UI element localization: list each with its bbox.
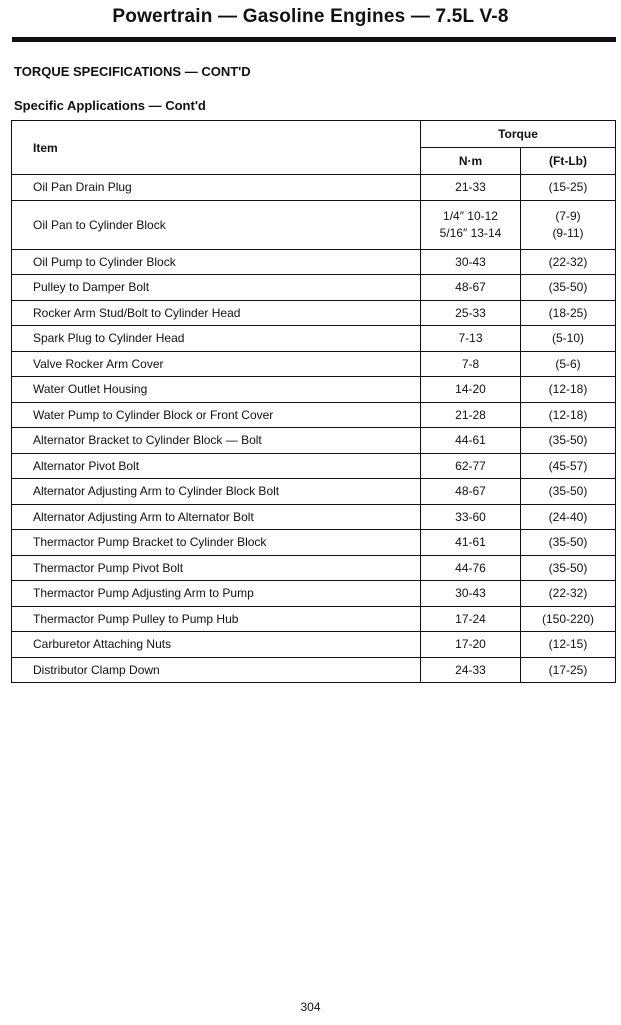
table-row [12,200,616,249]
row-nm: 62-77 [421,453,521,479]
table-row [12,275,616,301]
row-ftlb: (35-50) [521,530,616,556]
row-ftlb: (35-50) [521,428,616,454]
row-item: Water Pump to Cylinder Block or Front Cover [12,402,421,428]
page-title: Powertrain — Gasoline Engines — 7.5L V-8 [112,6,509,27]
torque-spec-table [11,120,616,683]
table-row [12,555,616,581]
table-row [12,453,616,479]
row-item: Thermactor Pump Adjusting Arm to Pump [12,581,421,607]
column-header-item: Item [12,121,421,175]
row-ftlb: (5-10) [521,326,616,352]
column-group-header-torque: Torque [421,121,616,148]
row-item: Thermactor Pump Pivot Bolt [12,555,421,581]
row-ftlb: (35-50) [521,275,616,301]
row-item: Spark Plug to Cylinder Head [12,326,421,352]
row-item: Thermactor Pump Bracket to Cylinder Block [12,530,421,556]
row-nm: 30-43 [421,249,521,275]
row-nm: 48-67 [421,479,521,505]
row-nm: 44-76 [421,555,521,581]
row-item: Carburetor Attaching Nuts [12,632,421,658]
row-ftlb: (15-25) [521,175,616,201]
row-nm: 7-13 [421,326,521,352]
row-ftlb-line-1: (7-9) [555,208,581,223]
row-item: Alternator Adjusting Arm to Alternator Bolt [12,504,421,530]
row-nm: 33-60 [421,504,521,530]
row-nm-line-2: 5/16″ 13-14 [439,225,502,240]
table-row [12,606,616,632]
row-ftlb: (12-18) [521,377,616,403]
row-item: Distributor Clamp Down [12,657,421,683]
row-ftlb: (45-57) [521,453,616,479]
column-header-ftlb: (Ft-Lb) [521,148,616,175]
table-row [12,530,616,556]
row-ftlb: (35-50) [521,479,616,505]
row-nm: 17-24 [421,606,521,632]
row-ftlb: (12-15) [521,632,616,658]
row-ftlb: (24-40) [521,504,616,530]
row-nm: 21-33 [421,175,521,201]
row-item: Water Outlet Housing [12,377,421,403]
table-row [12,504,616,530]
table-body [12,175,616,683]
row-ftlb: (150-220) [521,606,616,632]
table-row [12,249,616,275]
row-item: Alternator Adjusting Arm to Cylinder Block Bolt [12,479,421,505]
column-header-nm: N·m [421,148,521,175]
row-item: Oil Pump to Cylinder Block [12,249,421,275]
row-ftlb: (17-25) [521,657,616,683]
row-item: Rocker Arm Stud/Bolt to Cylinder Head [12,300,421,326]
row-nm: 21-28 [421,402,521,428]
row-item: Oil Pan to Cylinder Block [12,200,421,249]
row-item: Thermactor Pump Pulley to Pump Hub [12,606,421,632]
table-row [12,657,616,683]
row-nm: 24-33 [421,657,521,683]
table-row [12,632,616,658]
title-rule [12,37,616,42]
row-ftlb: (22-32) [521,249,616,275]
table-row [12,581,616,607]
row-item: Alternator Pivot Bolt [12,453,421,479]
row-nm [421,200,521,249]
row-nm-line-1: 1/4″ 10-12 [443,208,498,223]
subsection-title: Specific Applications — Cont'd [14,98,206,113]
row-ftlb: (5-6) [521,351,616,377]
table-row [12,175,616,201]
row-ftlb: (12-18) [521,402,616,428]
row-nm: 25-33 [421,300,521,326]
row-nm: 44-61 [421,428,521,454]
row-ftlb-line-2: (9-11) [552,225,584,240]
row-nm: 48-67 [421,275,521,301]
row-item: Pulley to Damper Bolt [12,275,421,301]
section-title: TORQUE SPECIFICATIONS — CONT'D [14,64,251,79]
row-ftlb [521,200,616,249]
table-row [12,377,616,403]
row-item: Alternator Bracket to Cylinder Block — Bolt [12,428,421,454]
row-ftlb: (22-32) [521,581,616,607]
table-row [12,300,616,326]
table-row [12,479,616,505]
table-row [12,351,616,377]
table-row [12,326,616,352]
row-ftlb: (18-25) [521,300,616,326]
row-item: Oil Pan Drain Plug [12,175,421,201]
table-row [12,428,616,454]
row-nm: 30-43 [421,581,521,607]
row-nm: 41-61 [421,530,521,556]
row-item: Valve Rocker Arm Cover [12,351,421,377]
row-nm: 7-8 [421,351,521,377]
table-row [12,402,616,428]
page-number: 304 [300,1000,321,1014]
row-nm: 17-20 [421,632,521,658]
row-ftlb: (35-50) [521,555,616,581]
row-nm: 14-20 [421,377,521,403]
